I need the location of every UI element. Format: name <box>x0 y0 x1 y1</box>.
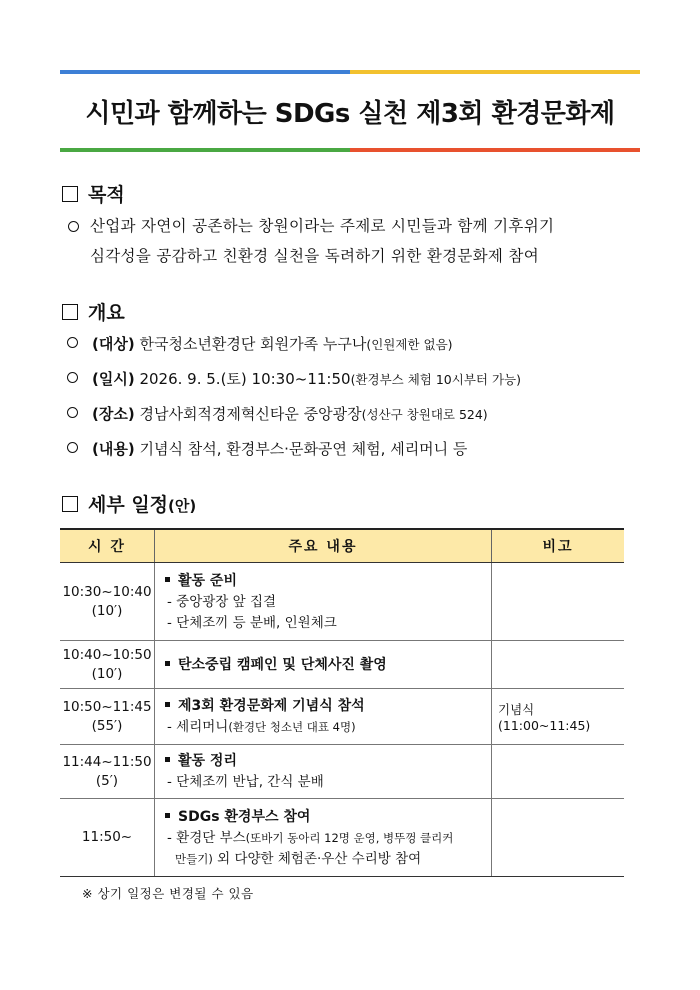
square-bullet-icon <box>165 577 170 582</box>
overview-item-target <box>67 334 453 355</box>
purpose-heading-text: 목적 <box>88 184 125 206</box>
activity-detail: - 단체조끼 등 분배, 인원체크 <box>167 614 337 631</box>
activity-title <box>165 750 481 772</box>
time-range: 10:30~10:40 <box>62 583 152 600</box>
note-cell <box>492 641 625 689</box>
activity-title-text: 활동 준비 <box>178 572 237 589</box>
activity-detail-main: - 세리머니 <box>167 719 229 735</box>
content-cell <box>155 745 492 799</box>
overview-label: (대상) <box>92 335 135 353</box>
header-time: 시 간 <box>60 529 155 563</box>
section-overview-heading <box>62 298 125 325</box>
time-cell <box>60 745 155 799</box>
time-range: 11:50~ <box>81 829 133 845</box>
activity-detail-small: (또바기 동아리 12명 운영, 병뚜껑 클리커 <box>245 830 454 845</box>
overview-item-location <box>67 404 488 425</box>
schedule-heading-suffix: (안) <box>168 497 197 515</box>
square-bullet-icon <box>165 702 170 707</box>
circle-bullet-icon <box>67 337 78 348</box>
activity-detail: - 중앙광장 앞 집결 <box>167 593 277 610</box>
activity-title <box>165 654 481 676</box>
time-range: 10:50~11:45 <box>62 698 152 715</box>
square-bullet-icon <box>165 661 170 666</box>
circle-bullet-icon <box>67 442 78 453</box>
overview-note: (환경부스 체험 10시부터 가능) <box>350 372 521 387</box>
activity-detail <box>165 849 481 870</box>
activity-title <box>165 570 481 592</box>
table-row <box>60 799 624 877</box>
content-cell <box>155 641 492 689</box>
circle-bullet-icon <box>68 221 79 232</box>
activity-title <box>165 695 481 717</box>
time-cell <box>60 799 155 877</box>
activity-title-text: SDGs 환경부스 참여 <box>178 808 311 825</box>
square-bullet-icon <box>165 757 170 762</box>
overview-label: (내용) <box>92 440 135 458</box>
overview-item-datetime <box>67 369 521 390</box>
section-purpose-heading <box>62 180 125 207</box>
table-row <box>60 745 624 799</box>
circle-bullet-icon <box>67 372 78 383</box>
checkbox-square-icon <box>62 304 78 320</box>
overview-text: 2026. 9. 5.(토) 10:30~11:50 <box>134 370 351 388</box>
note-cell <box>492 799 625 877</box>
activity-detail-main: - 환경단 부스 <box>167 829 246 846</box>
activity-title-text: 활동 정리 <box>178 753 237 769</box>
activity-detail <box>165 828 481 849</box>
activity-detail <box>165 717 481 738</box>
purpose-line-2: 심각성을 공감하고 친환경 실천을 독려하기 위한 환경문화제 참여 <box>90 247 539 265</box>
activity-detail: - 단체조끼 반납, 간식 분배 <box>167 774 324 790</box>
table-row <box>60 563 624 641</box>
table-row <box>60 689 624 745</box>
header-content: 주요 내용 <box>155 529 492 563</box>
note-cell <box>492 563 625 641</box>
purpose-line-1: 산업과 자연이 공존하는 창원이라는 주제로 시민들과 함께 기후위기 <box>90 217 555 235</box>
time-duration: (55′) <box>91 717 123 734</box>
content-cell <box>155 799 492 877</box>
time-duration: (10′) <box>91 665 123 682</box>
overview-item-content <box>67 439 467 459</box>
footnote: ※ 상기 일정은 변경될 수 있음 <box>82 886 254 901</box>
checkbox-square-icon <box>62 496 78 512</box>
time-duration: (10′) <box>91 602 123 619</box>
title-bottom-bar-red <box>350 148 640 152</box>
activity-detail-small: 만들기) <box>175 851 213 866</box>
overview-text: 기념식 참석, 환경부스·문화공연 체험, 세리머니 등 <box>134 440 468 458</box>
square-bullet-icon <box>165 813 170 818</box>
overview-text: 한국청소년환경단 회원가족 누구나 <box>134 335 367 353</box>
page-title: 시민과 함께하는 SDGs 실천 제3회 환경문화제 <box>85 98 615 129</box>
time-cell <box>60 563 155 641</box>
overview-label: (장소) <box>92 405 135 423</box>
overview-text: 경남사회적경제혁신타운 중앙광장 <box>134 405 362 423</box>
overview-label: (일시) <box>92 370 135 388</box>
section-schedule-heading <box>62 490 196 517</box>
circle-bullet-icon <box>67 407 78 418</box>
note-cell <box>492 745 625 799</box>
header-note: 비고 <box>492 529 625 563</box>
activity-detail-main: 외 다양한 체험존·우산 수리방 참여 <box>212 850 422 867</box>
schedule-heading-text: 세부 일정 <box>88 494 169 516</box>
activity-title-text: 탄소중립 캠페인 및 단체사진 촬영 <box>178 656 387 673</box>
table-header-row <box>60 529 624 563</box>
checkbox-square-icon <box>62 186 78 202</box>
activity-title <box>165 806 481 828</box>
time-cell <box>60 689 155 745</box>
activity-detail-small: (환경단 청소년 대표 4명) <box>228 720 356 734</box>
time-range: 10:40~10:50 <box>62 646 152 663</box>
time-cell <box>60 641 155 689</box>
overview-note: (성산구 창원대로 524) <box>361 407 488 422</box>
content-cell <box>155 563 492 641</box>
title-block <box>60 70 640 152</box>
overview-note: (인원제한 없음) <box>366 337 453 352</box>
table-row <box>60 641 624 689</box>
overview-heading-text: 개요 <box>88 302 125 324</box>
title-bottom-bar-green <box>60 148 350 152</box>
purpose-paragraph <box>68 212 648 272</box>
schedule-table <box>60 528 624 877</box>
time-range: 11:44~11:50 <box>62 753 152 770</box>
title-bottom-bar <box>60 148 640 152</box>
note-cell: 기념식(11:00~11:45) <box>492 689 625 745</box>
activity-title-text: 제3회 환경문화제 기념식 참석 <box>178 698 365 714</box>
time-duration: (5′) <box>95 772 119 789</box>
content-cell <box>155 689 492 745</box>
